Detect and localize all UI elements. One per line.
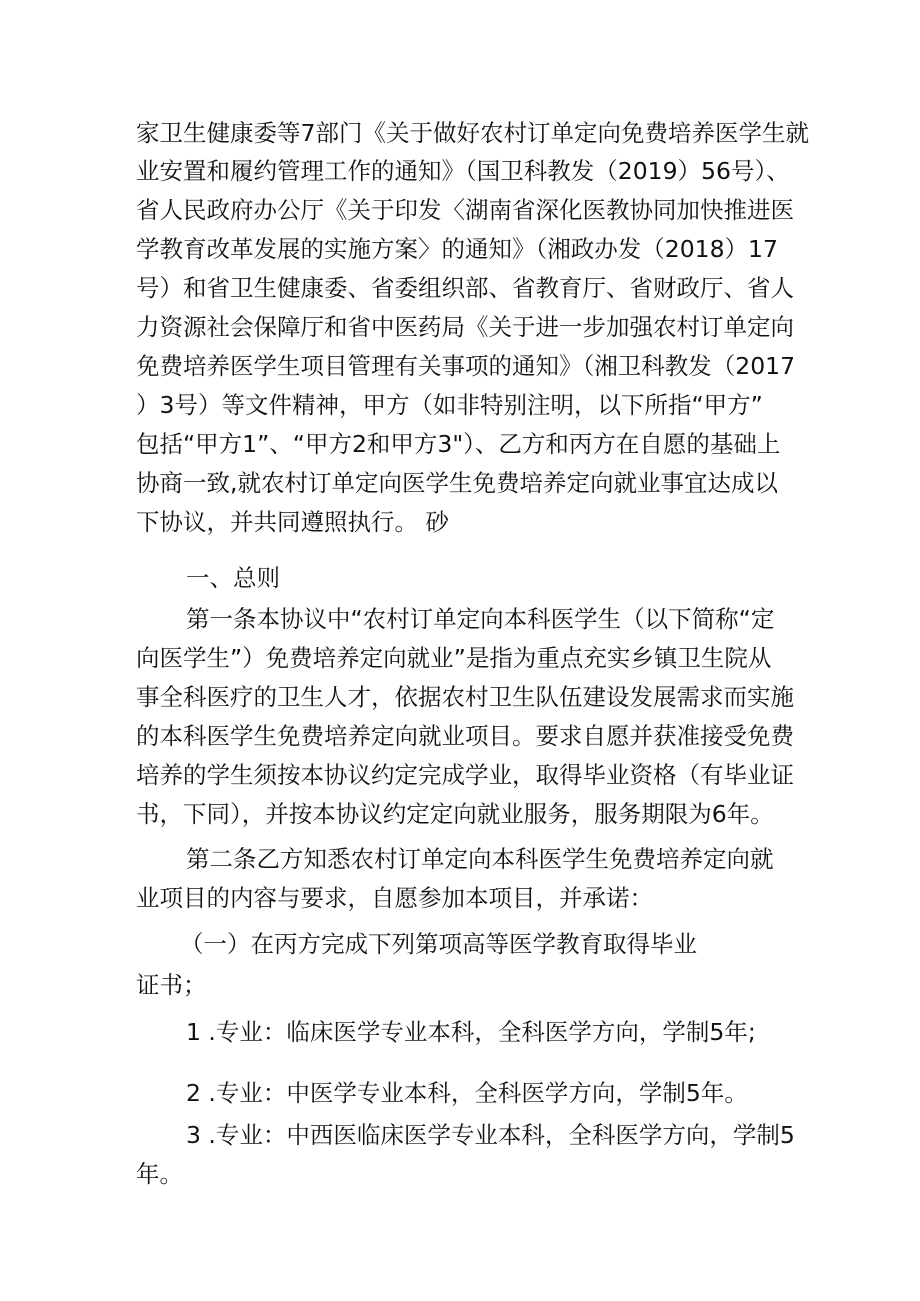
intro-line: ）3号）等文件精神，甲方（如非特别注明，以下所指“甲方” (136, 391, 763, 419)
intro-line: 协商一致,就农村订单定向医学生免费培养定向就业事宜达成以 (136, 469, 778, 497)
article-1-line: 向医学生”）免费培养定向就业”是指为重点充实乡镇卫生院从 (136, 644, 772, 672)
intro-line: 学教育改革发展的实施方案〉的通知》（湘政办发（2018）17 (136, 235, 778, 263)
intro-line: 力资源社会保障厅和省中医药局《关于进一步加强农村订单定向 (136, 313, 794, 341)
article-1-line: 书，下同），并按本协议约定定向就业服务，服务期限为6年。 (136, 800, 774, 828)
intro-line: 包括“甲方1”、“甲方2和甲方3"）、乙方和丙方在自愿的基础上 (136, 430, 781, 458)
article-1-line: 的本科医学生免费培养定向就业项目。要求自愿并获准接受免费 (136, 722, 794, 750)
intro-line: 业安置和履约管理工作的通知》（国卫科教发（2019）56号）、 (136, 157, 790, 185)
intro-line: 号）和省卫生健康委、省委组织部、省教育厅、省财政厅、省人 (136, 274, 794, 302)
article-1-line: 培养的学生须按本协议约定完成学业，取得毕业资格（有毕业证 (136, 761, 794, 789)
list-item: 3 .专业：中西医临床医学专业本科，全科医学方向，学制5 (186, 1121, 795, 1149)
article-1-line: 第一条本协议中“农村订单定向本科医学生（以下简称“定 (186, 605, 775, 633)
list-item: 1 .专业：临床医学专业本科，全科医学方向，学制5年; (186, 1018, 756, 1046)
section-heading: 一、总则 (186, 564, 280, 592)
list-item-continuation: 年。 (136, 1160, 183, 1188)
intro-line: 免费培养医学生项目管理有关事项的通知》（湘卫科教发（2017 (136, 352, 796, 380)
clause-1-line: （一）在丙方完成下列第项高等医学教育取得毕业 (180, 930, 697, 958)
intro-line: 下协议，并共同遵照执行。 砂 (136, 508, 449, 536)
intro-line: 省人民政府办公厅《关于印发〈湖南省深化医教协同加快推进医 (136, 196, 794, 224)
article-2-line: 第二条乙方知悉农村订单定向本科医学生免费培养定向就 (186, 845, 774, 873)
intro-line: 家卫生健康委等7部门《关于做好农村订单定向免费培养医学生就 (136, 119, 809, 147)
article-1-line: 事全科医疗的卫生人才，依据农村卫生队伍建设发展需求而实施 (136, 683, 794, 711)
list-item: 2 .专业：中医学专业本科，全科医学方向，学制5年。 (186, 1079, 748, 1107)
clause-1-line: 证书； (136, 971, 207, 999)
article-2-line: 业项目的内容与要求，自愿参加本项目，并承诺： (136, 884, 653, 912)
